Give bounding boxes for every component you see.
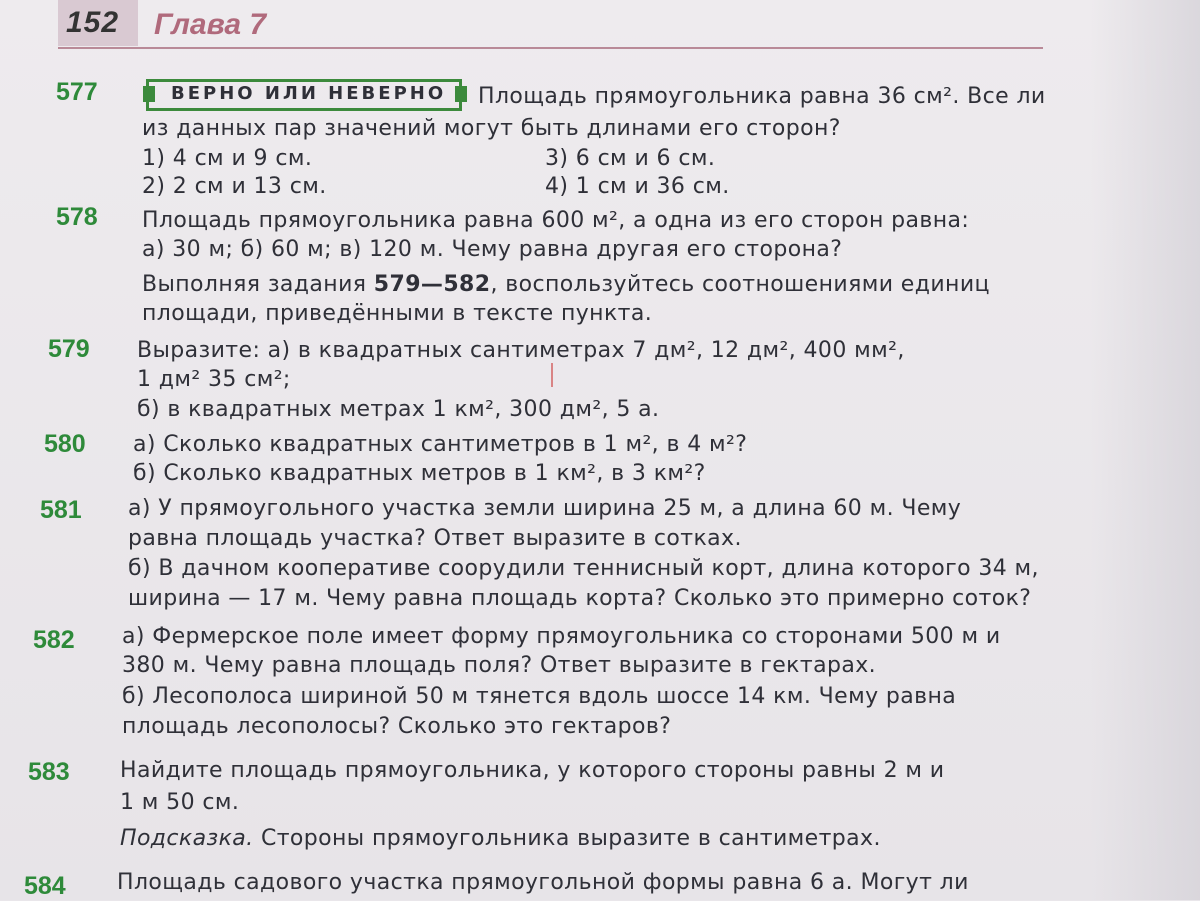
task-578-line-2: а) 30 м; б) 60 м; в) 120 м. Чему равна другая его сторона? [142,237,843,262]
task-577-line-2: из данных пар значений могут быть длинами его сторон? [142,116,841,141]
task-number-584: 584 [24,872,66,900]
task-577-line-1: Площадь прямоугольника равна 36 см². Все ли [478,84,1046,109]
task-581-line-3: б) В дачном кооперативе соорудили теннисный корт, длина которого 34 м, [128,556,1039,581]
page-header [0,0,1200,52]
page-edge-shadow [1090,0,1200,900]
task-577-option-3: 3) 6 см и 6 см. [545,146,716,171]
task-number-577: 577 [56,78,98,106]
true-false-tag: ВЕРНО ИЛИ НЕВЕРНО [171,83,447,104]
instruction-note-range: 579—582 [373,272,491,297]
instruction-note-line-1 [142,272,990,297]
task-583-hint [120,826,881,851]
task-583-line-2: 1 м 50 см. [120,790,240,815]
task-581-line-2: равна площадь участка? Ответ выразите в сотках. [128,526,742,551]
instruction-note-post: , воспользуйтесь соотношениями единиц [490,272,990,297]
task-581-line-4: ширина — 17 м. Чему равна площадь корта? Сколько это примерно соток? [128,586,1032,611]
task-577-option-4: 4) 1 см и 36 см. [545,174,730,199]
task-577-option-1: 1) 4 см и 9 см. [142,146,313,171]
task-number-583: 583 [28,758,70,786]
task-582-line-1: а) Фермерское поле имеет форму прямоугольника со сторонами 500 м и [122,624,1001,649]
instruction-note-pre: Выполняя задания [142,272,374,297]
task-number-582: 582 [33,626,75,654]
task-581-line-1: а) У прямоугольного участка земли ширина 25 м, а длина 60 м. Чему [128,496,962,521]
instruction-note-line-2: площади, приведёнными в тексте пункта. [142,301,653,326]
task-580-line-1: а) Сколько квадратных сантиметров в 1 м², в 4 м²? [133,432,748,457]
task-577-option-2: 2) 2 см и 13 см. [142,174,327,199]
task-number-579: 579 [48,335,90,363]
task-number-578: 578 [56,203,98,231]
pen-mark [551,363,553,387]
page-number: 152 [66,6,120,39]
task-number-581: 581 [40,496,82,524]
task-579-line-2: 1 дм² 35 см²; [137,367,291,392]
task-582-line-4: площадь лесополосы? Сколько это гектаров? [122,714,672,739]
task-579-line-1: Выразите: а) в квадратных сантиметрах 7 дм², 12 дм², 400 мм², [137,338,905,363]
task-583-line-1: Найдите площадь прямоугольника, у которого стороны равны 2 м и [120,758,945,783]
task-584-line-1: Площадь садового участка прямоугольной формы равна 6 а. Могут ли [117,870,969,895]
tag-right-marker [455,86,467,102]
header-rule [58,47,1043,49]
tag-left-marker [143,86,155,102]
chapter-title: Глава 7 [154,8,267,41]
task-582-line-2: 380 м. Чему равна площадь поля? Ответ выразите в гектарах. [122,653,877,678]
hint-label: Подсказка. [120,826,254,851]
task-582-line-3: б) Лесополоса шириной 50 м тянется вдоль шоссе 14 км. Чему равна [122,684,957,709]
hint-text: Стороны прямоугольника выразите в сантиметрах. [253,826,881,851]
task-580-line-2: б) Сколько квадратных метров в 1 км², в 3 км²? [133,461,706,486]
task-number-580: 580 [44,430,86,458]
task-579-line-3: б) в квадратных метрах 1 км², 300 дм², 5 а. [137,397,660,422]
task-578-line-1: Площадь прямоугольника равна 600 м², а одна из его сторон равна: [142,208,970,233]
